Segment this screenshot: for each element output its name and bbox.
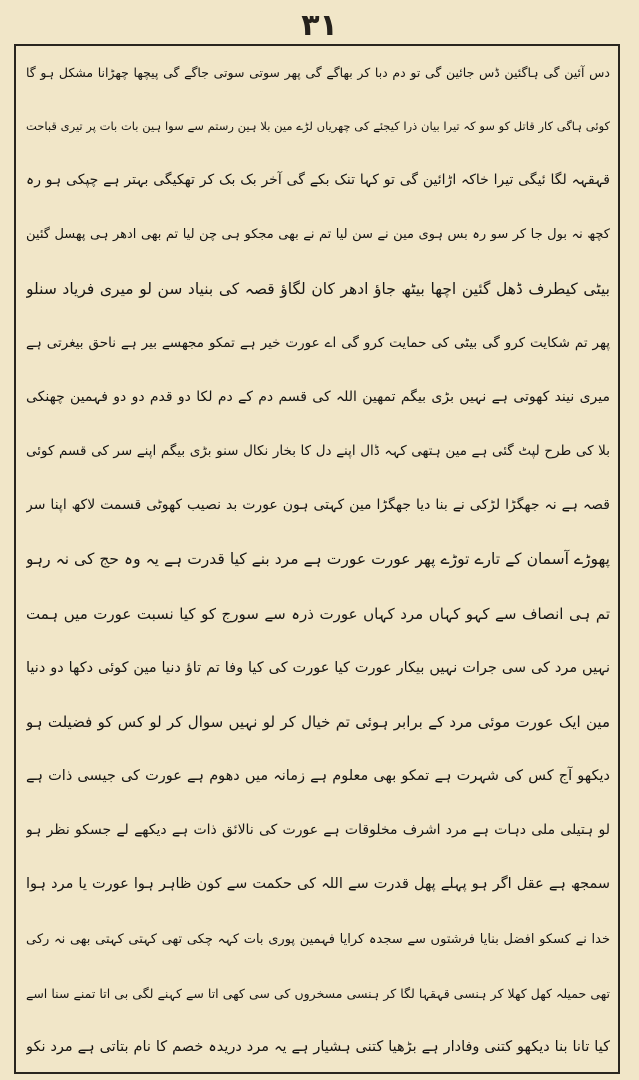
text-line: سمجھ ہے عقل اگر ہو پہلے پھل قدرت سے اللہ کی حکمت سے کون ظاہر ہوا عورت یا مرد ہوا [26, 876, 610, 893]
text-block [26, 56, 610, 1064]
text-frame [14, 44, 620, 1074]
text-line: قہقہہ لگا ئیگی تیرا خاکہ اڑائین گی تو کہا تنک بکے گی آخر بک بک کر تھکیگی بہتر ہے چپکی ہو رہ [26, 172, 610, 189]
text-line: پھوڑے آسمان کے تارے توڑے پھر عورت عورت ہے مرد بنے کیا قدرت ہے یہ وہ حج کی نہ رہو [26, 550, 610, 569]
text-line: بلا کی طرح لپٹ گئی ہے مین ہتھی کہہ ڈال اپنے دل کا بخار نکال سنو بڑی بیگم اپنے سر کی قسم کوئی [26, 443, 610, 460]
text-line: کچھ نہ بول جا کر سو رہ بس ہوی مین نے سن لیا تم نے بھی مجکو ہی چن لیا تم بھی ادھر ہی پھسل گئین [26, 227, 610, 243]
page-number: ۳۱ [301, 8, 338, 43]
text-line: بیٹی کیطرف ڈھل گئین اچھا بیٹھ جاؤ ادھر کان لگاؤ قصہ کی بنیاد سن لو میری فریاد سنلو [26, 279, 610, 298]
text-line: نہیں مرد کی سی جرات نہیں بیکار عورت کیا عورت کی کیا وفا تم تاؤ دنیا مین کوئی دکھا دو دنیا [26, 659, 610, 676]
text-line: خدا نے کسکو افضل بنایا فرشتوں سے سجدہ کرایا فہمین پوری بات کہہ چکی تھی کہتی کہتی بھی نہ رکی [26, 931, 610, 947]
text-line: تم ہی انصاف سے کہو کہاں مرد کہاں عورت ذرہ سے سورج کو کیا نسبت عورت میں ہمت [26, 604, 610, 623]
text-line: میری نیند کھوتی ہے نہیں بڑی بیگم تمھین اللہ کی قسم دم کے دم لکا دو قدم دو دو فہمین چھنکی [26, 388, 610, 405]
text-line: دیکھو آج کس کی شہرت ہے تمکو بھی معلوم ہے زمانہ میں دھوم ہے عورت کی جیسی ذات ہے [26, 768, 610, 785]
text-line: کیا تانا بنا دیکھو کتنی وفادار ہے بڑھیا کتنی ہشیار ہے یہ مرد دریدہ خصم کا نام بتاتی ہے مرد نکو [26, 1038, 610, 1055]
text-line: کوئی ہاگی کار قاتل کو سو کہ تیرا بیان ذرا کیجئے کی چھریاں لڑے مین بلا ہین رستم سے سوا ہین بات بات پر تیری قباحت [26, 119, 610, 134]
text-line: پھر تم شکایت کرو گی بیٹی کی حمایت کرو گی اے عورت خیر ہے تمکو مجھسے بیر ہے ناحق بیغرتی ہے [26, 334, 610, 351]
text-line: قصہ ہے نہ جھگڑا لڑکی نے بنا دیا جھگڑا مین کہتی ہون عورت بد نصیب کھوٹی قسمت لاکھ اپنا سر [26, 497, 610, 514]
text-line: دس آئین گی ہاگئین ڈس جائین گی تو دم دبا کر بھاگے گی پھر سوتی سوتی جاگے گی پیچھا چھڑانا مشکل ہو گا [26, 65, 610, 80]
text-line: لو ہتیلی ملی دہات ہے مرد اشرف مخلوقات ہے عورت کی نالائق ذات ہے دیکھے لے جسکو نظر ہو [26, 822, 610, 839]
text-line: مین ایک عورت موئی مرد کے برابر ہوئی تم خیال کر لو نہیں سوال کر لو کس کو فضیلت ہو [26, 712, 610, 731]
text-line: تھی حمیلہ کھل کھلا کر ہنسی قہقہا لگا کر ہنسی مسخروں کی سی کھی اتا سے کہنے لگی بی اتا تمنے سنا اسے [26, 985, 610, 1001]
